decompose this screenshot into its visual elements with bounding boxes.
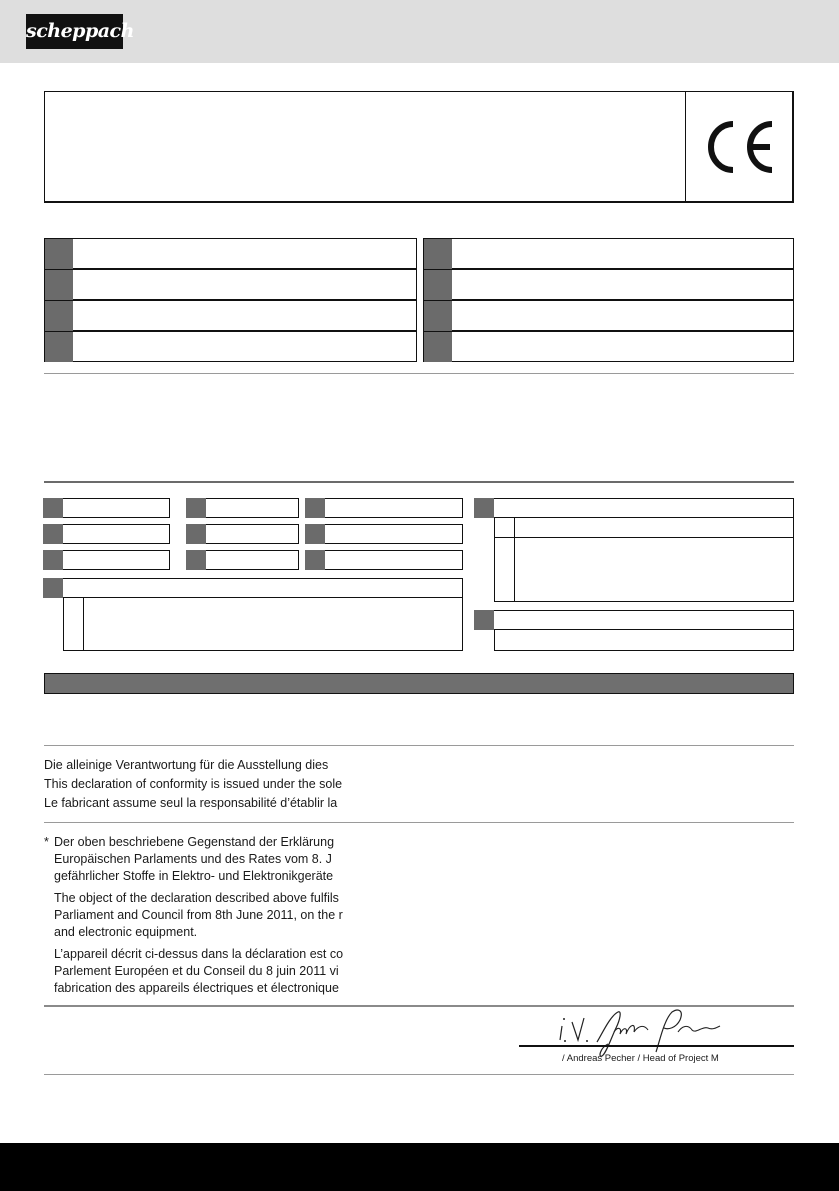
directive-field-wide xyxy=(474,610,794,630)
directive-detail-box xyxy=(494,537,794,602)
rohs-de-line: Europäischen Parlaments und des Rates vom 8. J xyxy=(54,852,332,866)
language-code-box xyxy=(424,239,452,269)
directive-detail-box xyxy=(494,629,794,651)
directive-checkbox xyxy=(186,524,206,544)
directive-checkbox xyxy=(43,498,63,518)
language-field-row xyxy=(44,238,417,269)
language-code-box xyxy=(45,270,73,300)
divider xyxy=(44,1074,794,1075)
rohs-en-line: and electronic equipment. xyxy=(54,925,198,939)
language-code-box xyxy=(424,270,452,300)
language-code-box xyxy=(424,301,452,331)
directive-field xyxy=(305,498,463,518)
rohs-fr-line: L’appareil décrit ci-dessus dans la déclaration est co xyxy=(54,947,344,961)
declaration-line-en: This declaration of conformity is issued under the sole xyxy=(44,777,343,791)
directive-checkbox xyxy=(305,524,325,544)
language-field-row xyxy=(423,300,794,331)
divider xyxy=(44,822,794,823)
title-box xyxy=(44,91,794,203)
directive-detail-box xyxy=(63,597,463,651)
signature-caption: / Andreas Pecher / Head of Project M xyxy=(562,1053,719,1064)
directive-field xyxy=(305,524,463,544)
declaration-line-de: Die alleinige Verantwortung für die Ausstellung dies xyxy=(44,758,329,772)
language-field-row xyxy=(44,300,417,331)
divider xyxy=(44,373,794,374)
language-field-row xyxy=(44,331,417,362)
detail-divider xyxy=(514,517,515,602)
signature-handwriting xyxy=(552,1004,722,1060)
language-code-box xyxy=(45,239,73,269)
standards-bar xyxy=(44,673,794,694)
directive-checkbox xyxy=(43,524,63,544)
rohs-fr-line: Parlement Européen et du Conseil du 8 juin 2011 vi xyxy=(54,964,339,978)
detail-divider xyxy=(83,597,84,651)
language-code-box xyxy=(424,332,452,362)
divider xyxy=(44,745,794,746)
directive-field-wide xyxy=(43,578,463,598)
language-field-row xyxy=(423,238,794,269)
footnote-marker: * xyxy=(44,835,49,849)
rohs-de-line: gefährlicher Stoffe in Elektro- und Elektronikgeräte xyxy=(54,869,334,883)
directive-checkbox xyxy=(186,498,206,518)
directive-checkbox xyxy=(43,550,63,570)
directive-checkbox xyxy=(474,498,494,518)
ce-mark-icon xyxy=(700,118,776,176)
directive-field-wide xyxy=(474,498,794,518)
rohs-de-line: Der oben beschriebene Gegenstand der Erklärung xyxy=(54,835,335,849)
language-field-row xyxy=(423,331,794,362)
directive-checkbox xyxy=(43,578,63,598)
language-code-box xyxy=(45,301,73,331)
language-code-box xyxy=(45,332,73,362)
directive-checkbox xyxy=(305,498,325,518)
footer-band xyxy=(0,1143,839,1191)
divider xyxy=(44,481,794,483)
directive-detail-box xyxy=(494,517,794,538)
declaration-line-fr: Le fabricant assume seul la responsabilité d’établir la xyxy=(44,796,338,810)
rohs-fr-line: fabrication des appareils électriques et électronique xyxy=(54,981,339,995)
language-field-row xyxy=(44,269,417,300)
scheppach-logo: scheppach xyxy=(26,14,123,49)
language-field-row xyxy=(423,269,794,300)
directive-checkbox xyxy=(186,550,206,570)
directive-checkbox xyxy=(305,550,325,570)
signature-line xyxy=(519,1045,794,1047)
rohs-en-line: The object of the declaration described above fulfils xyxy=(54,891,339,905)
directive-checkbox xyxy=(474,610,494,630)
directive-field xyxy=(305,550,463,570)
rohs-en-line: Parliament and Council from 8th June 2011, on the r xyxy=(54,908,343,922)
